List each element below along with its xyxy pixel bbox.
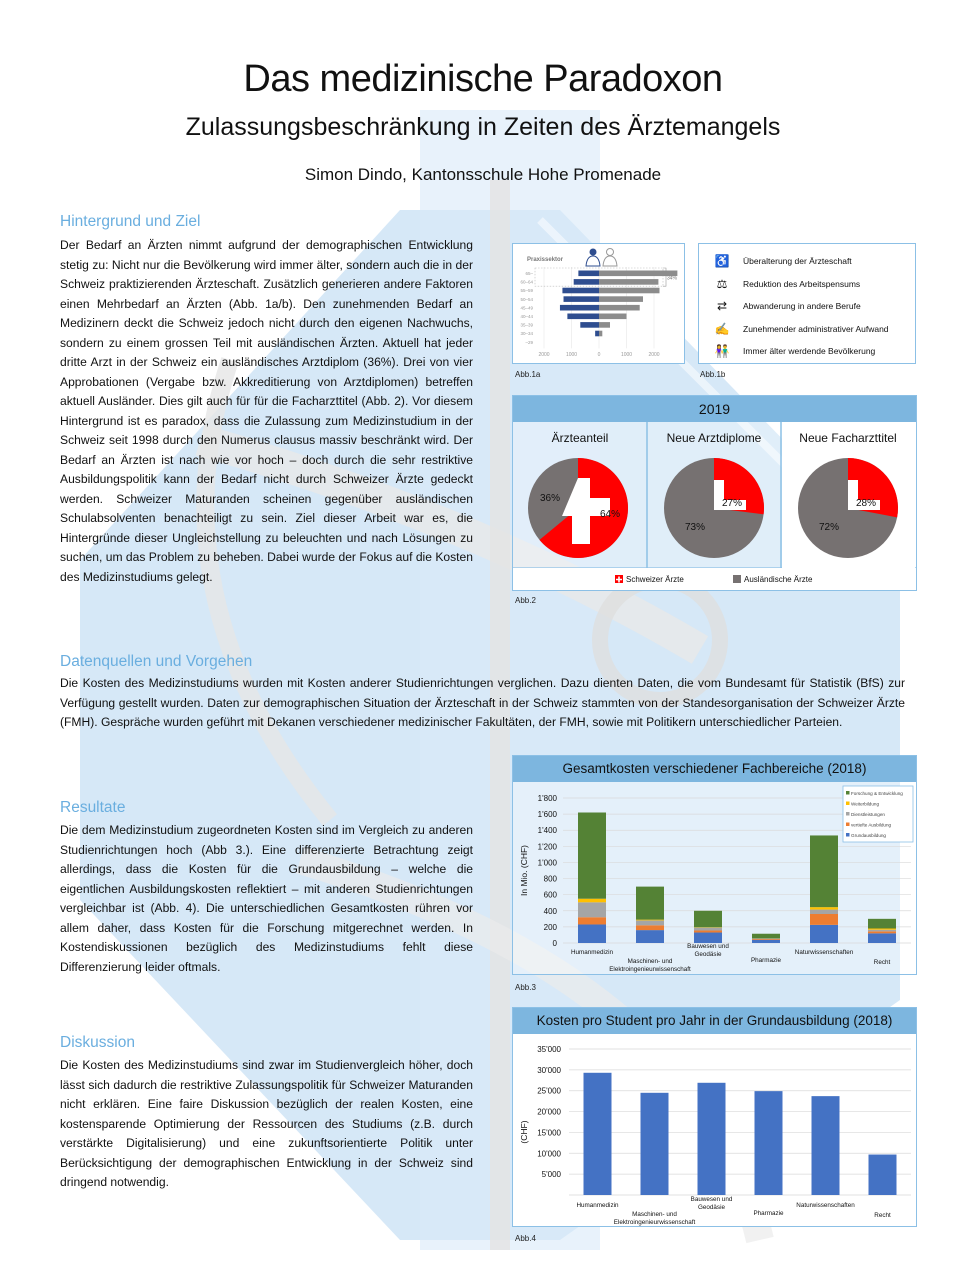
- caption-abb1b: Abb.1b: [700, 370, 726, 379]
- x-tick-label: Humanmedizin: [571, 949, 613, 956]
- figure-abb1b: [698, 243, 916, 364]
- pyramid-xtick: 2000: [648, 352, 660, 358]
- x-tick-label: Bauwesen und: [690, 1196, 733, 1203]
- x-tick-label: Maschinen- und: [627, 958, 673, 965]
- x-tick-label: Humanmedizin: [576, 1202, 619, 1209]
- bar-segment-dienstleistungen: [868, 930, 896, 932]
- elderly-couple-icon: 👫: [714, 344, 730, 359]
- bar-segment-forschung-entwicklung: [868, 919, 896, 929]
- y-tick-label: 800: [543, 874, 557, 884]
- bar-segment-vertiefte-ausbildung: [868, 931, 896, 933]
- stacked-bar-chart: [513, 782, 916, 974]
- female-icon-body: [586, 256, 600, 266]
- factor-list: [699, 244, 915, 363]
- section-text-diskussion: Die Kosten des Medizinstudiums sind zwar im Studienvergleich höher, doch lässt sich dadurch die restriktive Zulassungspolitik für Schweizer Maturanden nicht erklären. Eine faire Diskussion bezüglich der realen Kosten, eine kostensparende Optimierung der Ressourcen des Studiums (z.B. durch verstärkte Digitalisierung) und eine zukunftsorientierte Politik unter Berücksichtigung der demographischen Entwicklung in der Schweiz sind dringend notwendig.: [60, 1058, 473, 1189]
- pie-charts: [513, 422, 916, 590]
- female-icon-head: [590, 249, 597, 256]
- y-tick-label: 1'000: [537, 858, 557, 868]
- pie-panel-title: 2019: [513, 396, 916, 422]
- x-tick-label: Maschinen- und: [632, 1211, 677, 1218]
- pyramid-bar-female: [580, 322, 599, 328]
- section-text-resultate: Die dem Medizinstudium zugeordneten Kosten sind im Vergleich zu anderen Studienrichtungen hoch (Abb 3.). Eine differenzierte Betrachtung zeigt allerdings, dass die Kosten für die Grundausbildung – welche die eigentlichen Ausbildungskosten reflektiert – mit anderen Studienrichtungen vergleichbar ist (Abb. 4). Die unterschiedlichen Gesamtkosten rühren vor allem daher, dass Kosten für die Forschung mitgerechnet werden. In Kostendiskussionen bezüglich des Medizinstudiums fehlt diese Differenzierung leider oftmals.: [60, 823, 473, 974]
- male-icon-body: [603, 256, 617, 266]
- pyramid-bar-female: [578, 271, 599, 277]
- pyramid-bar-female: [574, 279, 599, 285]
- pie-label-swiss: 64%: [600, 509, 621, 520]
- pyramid-age-label: 65–: [525, 271, 533, 276]
- y-tick-label: 1'400: [537, 826, 557, 836]
- y-tick-label: 600: [543, 890, 557, 900]
- factor-label: Immer älter werdende Bevölkerung: [743, 346, 876, 357]
- x-tick-label: Elektroingenieurwissenschaft: [609, 966, 691, 973]
- pie-title: Ärzteanteil: [551, 431, 609, 445]
- bar-segment-dienstleistungen: [578, 902, 606, 917]
- pyramid-bar-female: [564, 296, 599, 302]
- pyramid-bar-male: [599, 288, 660, 294]
- chart-title-abb4: Kosten pro Student pro Jahr in der Grundausbildung (2018): [513, 1008, 916, 1034]
- bar-segment-weiterbildung: [636, 920, 664, 921]
- bar-segment-grundausbildung: [810, 925, 838, 943]
- bar-segment-grundausbildung: [752, 940, 780, 943]
- legend-swatch: [846, 791, 850, 795]
- pyramid-bar-male: [599, 331, 602, 337]
- legend-swatch: [846, 823, 850, 827]
- pyramid-bar-male: [599, 271, 677, 277]
- person-transfer-icon: ⇄: [716, 299, 728, 314]
- x-tick-label: Geodäsie: [694, 951, 722, 958]
- bar: [812, 1096, 840, 1195]
- x-tick-label: Bauwesen und: [687, 943, 729, 950]
- caption-abb1a: Abb.1a: [515, 370, 541, 379]
- pyramid-xtick: 1000: [620, 352, 633, 358]
- y-tick-label: 1'800: [537, 794, 557, 803]
- x-tick-label: Recht: [873, 959, 891, 966]
- pie-label-foreign: 72%: [819, 522, 840, 533]
- scale-balance-icon: ⚖: [716, 276, 728, 291]
- bar-segment-forschung-entwicklung: [694, 911, 722, 928]
- poster-subtitle: Zulassungsbeschränkung in Zeiten des Ärztemangels: [185, 113, 781, 141]
- pie-label-foreign: 73%: [685, 522, 706, 533]
- bar-segment-weiterbildung: [810, 907, 838, 909]
- poster-title: Das medizinische Paradoxon: [243, 58, 723, 100]
- pyramid-bar-female: [567, 314, 599, 320]
- legend-swatch: [846, 833, 850, 837]
- pie-title: Neue Facharzttitel: [799, 431, 897, 445]
- pie-legend-background: [513, 568, 916, 590]
- bar-segment-forschung-entwicklung: [636, 887, 664, 920]
- section-heading-diskussion: Diskussion: [60, 1034, 135, 1051]
- y-tick-label: 30'000: [537, 1065, 561, 1075]
- factor-item: [709, 273, 915, 296]
- x-tick-label: Elektroingenieurwissenschaft: [613, 1219, 696, 1226]
- pyramid-age-label: 30–34: [520, 331, 533, 337]
- caption-abb3: Abb.3: [515, 983, 536, 992]
- pyramid-annotation: 34%: [667, 275, 678, 282]
- pyramid-bar-male: [599, 279, 658, 285]
- factor-item: [709, 318, 915, 341]
- factor-label: Zunehmender administrativer Aufwand: [743, 323, 889, 334]
- x-tick-label: Naturwissenschaften: [794, 949, 854, 956]
- y-tick-label: 0: [552, 939, 557, 948]
- legend-swatch-foreign: [733, 575, 741, 583]
- pyramid-xtick: 0: [597, 352, 601, 358]
- bar-segment-grundausbildung: [868, 933, 896, 943]
- caption-abb4: Abb.4: [515, 1234, 536, 1243]
- male-doctor-icon: [603, 249, 617, 267]
- bar-segment-dienstleistungen: [694, 928, 722, 931]
- bar: [641, 1093, 669, 1195]
- bar: [869, 1155, 897, 1195]
- bar-segment-dienstleistungen: [810, 910, 838, 914]
- factor-item: [709, 295, 915, 318]
- pyramid-age-label: 40–44: [520, 314, 533, 319]
- bar-segment-grundausbildung: [578, 924, 606, 943]
- pyramid-bar-female: [595, 331, 599, 337]
- section-text-hintergrund: Der Bedarf an Ärzten nimmt aufgrund der demographischen Entwicklung stetig zu: Nicht nur die Bevölkerung wird immer älter, sondern auch die in der Schweiz praktizierenden Ärzteschaft. Zusätzlich generieren andere Faktoren einen Mehrbedarf an Ärzten (Abb. 1a/b). Den zunehmenden Bedarf an Medizinern deckt die Schweiz jedoch nicht durch den eigenen Nachwuchs, sondern zu einem grossen Teil mit ausländischen Ärzten. Aktuell hat jeder dritte Arzt in der Schweiz ein ausländisches Arztdiplom (36%). Drei von vier Approbationen (Vergabe bzw. Akkreditierung von Arztdiplomen) betreffen aktuell Ausländer. Dies gilt auch für für die Facharzttitel (Abb. 2). Vor diesem Hintergrund ist es paradox, dass die Zulassung zum Medizinstudium in der Schweiz seit 1998 durch den Numerus clausus massiv beschränkt wird. Der Bedarf an Ärzten ist nach wie vor hoch – doch durch die sehr restriktive Ausbildungspolitik kann der Bedarf nicht durch Schweizer Ärzte gedeckt werden. Schweizer Maturanden scheinen gegenüber ausländischen Schulabsolventen benachteiligt zu sein. Ziel dieser Arbeit war es, die Hintergründe dieser Ungleichstellung zu beleuchten und nach Lösungen zu suchen, um das Problem zu beheben. Dabei wurde der Fokus auf die Kosten des Medizinstudiums gelegt.: [60, 238, 473, 584]
- y-tick-label: 200: [543, 922, 557, 932]
- x-tick-label: Geodäsie: [698, 1204, 725, 1211]
- bar-segment-grundausbildung: [636, 930, 664, 943]
- legend-label-swiss: Schweizer Ärzte: [626, 575, 684, 584]
- factor-label: Überalterung der Ärzteschaft: [743, 256, 852, 267]
- pyramid-bar-male: [599, 296, 643, 302]
- bar-segment-grundausbildung: [694, 933, 722, 943]
- figure-abb4: [512, 1007, 917, 1227]
- factor-item: [709, 250, 915, 273]
- y-axis-label: (CHF): [519, 1120, 529, 1144]
- x-tick-label: Pharmazie: [750, 957, 782, 964]
- pyramid-age-label: 60–64: [520, 279, 533, 285]
- section-heading-datenquellen: Datenquellen und Vorgehen: [60, 653, 253, 670]
- legend-label: Weiterbildung: [851, 801, 880, 807]
- bar-chart: [513, 1034, 916, 1226]
- population-pyramid-chart: [513, 244, 684, 363]
- x-tick-label: Pharmazie: [753, 1210, 784, 1217]
- bar-segment-vertiefte-ausbildung: [694, 931, 722, 933]
- y-tick-label: 25'000: [537, 1086, 561, 1096]
- bar: [584, 1073, 612, 1195]
- figure-abb1a: [512, 243, 685, 364]
- section-heading-hintergrund: Hintergrund und Ziel: [60, 213, 201, 230]
- y-tick-label: 15'000: [537, 1128, 561, 1138]
- pyramid-age-label: –29: [525, 339, 533, 345]
- pie-label-foreign: 36%: [540, 493, 561, 504]
- poster-author: Simon Dindo, Kantonsschule Hohe Promenade: [304, 165, 662, 184]
- elderly-walker-icon: ♿: [714, 254, 730, 269]
- y-tick-label: 1'200: [537, 842, 557, 852]
- bar-segment-forschung-entwicklung: [578, 813, 606, 899]
- figure-abb2: [512, 395, 917, 591]
- legend-label: Dienstleistungen: [851, 812, 885, 817]
- pyramid-age-label: 50–54: [520, 296, 533, 302]
- bar-segment-vertiefte-ausbildung: [810, 914, 838, 925]
- bar-segment-dienstleistungen: [636, 920, 664, 925]
- pyramid-xtick: 2000: [538, 352, 550, 358]
- male-icon-head: [607, 249, 614, 256]
- section-heading-resultate: Resultate: [60, 799, 126, 816]
- bar-segment-weiterbildung: [578, 899, 606, 903]
- section-text-datenquellen: Die Kosten des Medizinstudiums wurden mit Kosten anderer Studienrichtungen verglichen. Dazu dienten Daten, die vom Bundesamt für Statistik (BfS) zur Verfügung gestellt wurden. Daten zur demographischen Situation der Ärzteschaft in der Schweiz stammten von der Standesorganisation der Schweizer Ärzte (FMH). Gespräche wurden geführt mit Dekanen verschiedener medizinischer Fakultäten, der FMH, sowie mit Politikern unterschiedlicher Parteien.: [60, 676, 905, 729]
- y-axis-label: In Mio. (CHF): [519, 845, 529, 896]
- x-tick-label: Naturwissenschaften: [796, 1202, 855, 1209]
- x-tick-label: Recht: [874, 1212, 891, 1219]
- paperwork-icon: ✍: [714, 321, 730, 336]
- factor-label: Abwanderung in andere Berufe: [743, 301, 861, 312]
- bar: [698, 1083, 726, 1195]
- female-doctor-icon: [586, 249, 600, 267]
- factor-label: Reduktion des Arbeitspensums: [743, 278, 861, 289]
- pyramid-bar-female: [562, 288, 599, 294]
- legend-label: vertiefte Ausbildung: [851, 822, 892, 828]
- y-tick-label: 5'000: [541, 1170, 561, 1180]
- figure-abb3: [512, 755, 917, 975]
- bar: [755, 1091, 783, 1195]
- bar-segment-vertiefte-ausbildung: [636, 925, 664, 930]
- pyramid-bar-male: [599, 322, 610, 328]
- pie-label-swiss: 28%: [856, 498, 877, 509]
- legend-label: Grundausbildung: [851, 833, 886, 838]
- chart-title-abb3: Gesamtkosten verschiedener Fachbereiche (2018): [513, 756, 916, 782]
- pyramid-bar-female: [560, 305, 599, 311]
- y-tick-label: 1'600: [537, 810, 557, 820]
- y-tick-label: 35'000: [537, 1045, 561, 1054]
- y-tick-label: 10'000: [537, 1149, 561, 1159]
- legend-swatch: [846, 812, 850, 816]
- pyramid-title: Praxissektor: [527, 257, 564, 263]
- pyramid-bar-male: [599, 305, 640, 311]
- y-tick-label: 20'000: [537, 1107, 561, 1117]
- pie-title: Neue Arztdiplome: [666, 431, 762, 445]
- pyramid-age-label: 55–59: [520, 288, 533, 294]
- bar-segment-forschung-entwicklung: [810, 835, 838, 907]
- legend-swatch: [846, 802, 850, 806]
- bar-segment-vertiefte-ausbildung: [578, 917, 606, 924]
- pyramid-age-label: 45–49: [520, 305, 533, 311]
- pie-label-swiss: 27%: [722, 498, 743, 509]
- legend-label-foreign: Ausländische Ärzte: [744, 575, 813, 584]
- caption-abb2: Abb.2: [515, 596, 536, 605]
- y-tick-label: 400: [543, 906, 557, 916]
- bar-segment-vertiefte-ausbildung: [752, 939, 780, 940]
- bar-segment-weiterbildung: [868, 929, 896, 930]
- pyramid-age-label: 35–39: [520, 322, 533, 328]
- pyramid-bar-male: [599, 314, 627, 320]
- legend-label: Forschung & Entwicklung: [851, 791, 903, 796]
- pyramid-xtick: 1000: [565, 352, 578, 358]
- factor-item: [709, 340, 915, 363]
- bar-segment-forschung-entwicklung: [752, 934, 780, 939]
